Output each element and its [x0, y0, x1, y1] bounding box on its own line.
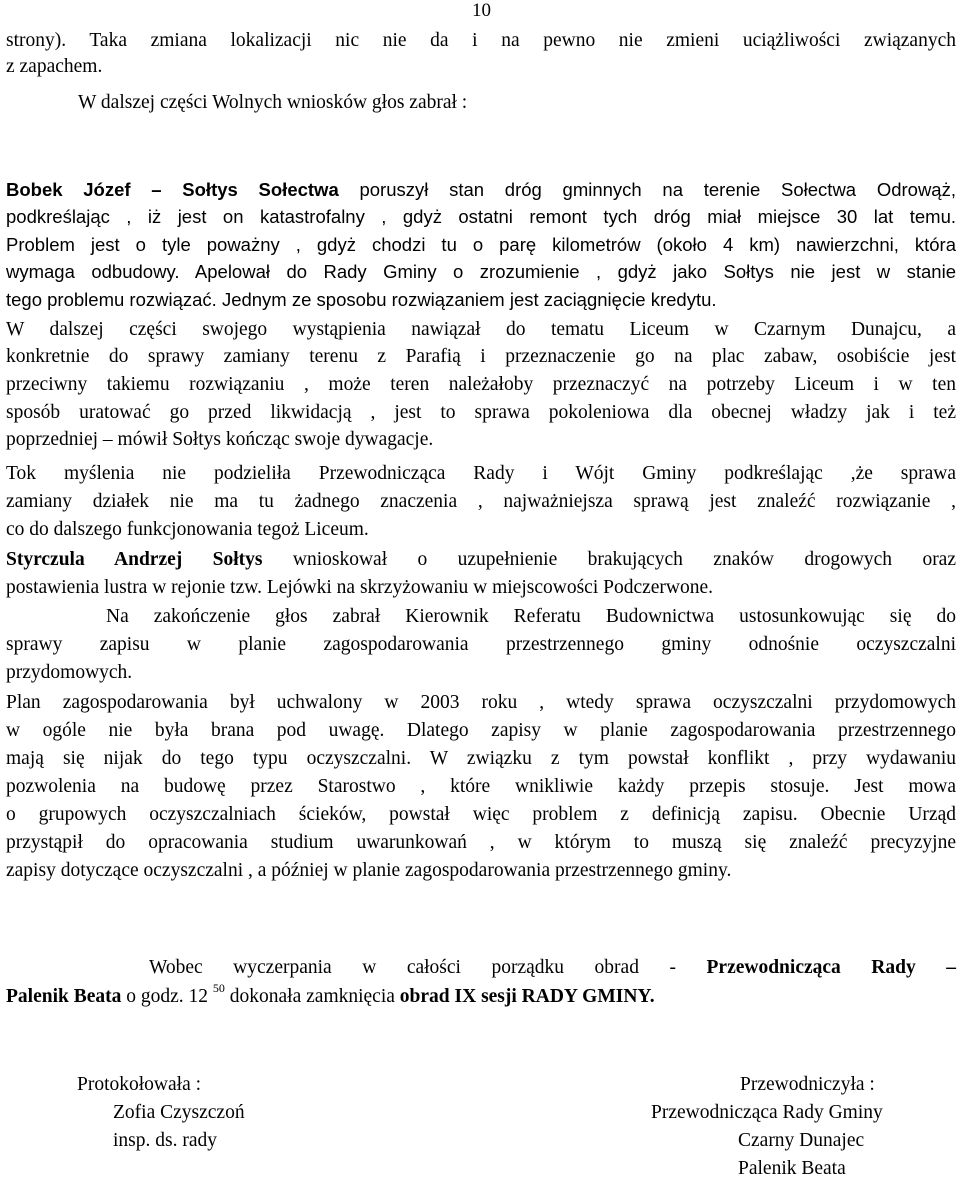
text-line: wymaga odbudowy. Apelował do Rady Gminy o zrozumienie , gdyż jako Sołtys nie jest w stanie: [6, 261, 956, 282]
text-line: postawienia lustra w rejonie tzw. Lejówki na skrzyżowaniu w miejscowości Podczerwone.: [6, 577, 714, 598]
text-line: podkreślając , iż jest on katastrofalny , gdyż ostatni remont tych dróg miał miejsce 30 lat temu.: [6, 206, 956, 227]
text-line: przystąpił do opracowania studium uwarunkowań , w którym to muszą się znaleźć precyzyjne: [6, 832, 956, 853]
closing-line: Palenik Beata o godz. 12 $^{50}$ dokonała zamknięcia obrad IX sesji RADY GMINY.: [6, 980, 655, 1007]
closing-line: Wobec wyczerpania w całości porządku obrad - Przewodnicząca Rady –: [149, 957, 957, 978]
text-line: zamiany działek nie ma tu żadnego znaczenia , najważniejsza sprawą jest znaleźć rozwiązanie ,: [6, 491, 956, 512]
signature-right-role: Przewodnicząca Rady Gminy: [651, 1102, 883, 1123]
text-line: o grupowych oczyszczalniach ścieków, powstał więc problem z definicją zapisu. Obecnie Urząd: [6, 804, 956, 825]
signature-left-name: Zofia Czyszczoń: [113, 1102, 245, 1123]
page-number: 10: [472, 0, 491, 21]
text-line: Bobek Józef – Sołtys Sołectwa poruszył stan dróg gminnych na terenie Sołectwa Odrowąż,: [6, 179, 956, 200]
text-line: mają się nijak do tego typu oczyszczalni. W związku z tym powstał konflikt , przy wydawaniu: [6, 748, 956, 769]
text-line: sprawy zapisu w planie zagospodarowania przestrzennego gminy odnośnie oczyszczalni: [6, 634, 956, 655]
text-line: co do dalszego funkcjonowania tegoż Liceum.: [6, 519, 369, 540]
text-line: pozwolenia na budowę przez Starostwo , które wnikliwie każdy przepis stosuje. Jest mowa: [6, 776, 956, 797]
text-line: w ogóle nie była brana pod uwagę. Dlatego zapisy w planie zagospodarowania przestrzennego: [6, 720, 956, 741]
text-line: konkretnie do sprawy zamiany terenu z Parafią i przeznaczenie go na plac zabaw, osobiście jest: [6, 346, 956, 367]
text-line: Problem jest o tyle poważny , gdyż chodzi tu o parę kilometrów (około 4 km) nawierzchni, która: [6, 234, 956, 255]
text-line: strony). Taka zmiana lokalizacji nic nie da i na pewno nie zmieni uciążliwości związanych: [6, 30, 956, 51]
text-line: Styrczula Andrzej Sołtys wnioskował o uzupełnienie brakujących znaków drogowych oraz: [6, 549, 956, 570]
text-line: W dalszej części swojego wystąpienia nawiązał do tematu Liceum w Czarnym Dunajcu, a: [6, 319, 956, 340]
signature-right-title: Przewodniczyła :: [740, 1074, 875, 1095]
text-line: zapisy dotyczące oczyszczalni , a później w planie zagospodarowania przestrzennego gminy.: [6, 860, 732, 881]
chairperson-name: Palenik Beata: [6, 986, 122, 1007]
text-line: Plan zagospodarowania był uchwalony w 2003 roku , wtedy sprawa oczyszczalni przydomowych: [6, 692, 956, 713]
speaker-name: Styrczula Andrzej Sołtys: [6, 549, 263, 570]
text-line: poprzedniej – mówił Sołtys kończąc swoje dywagacje.: [6, 429, 434, 450]
signature-right-name: Palenik Beata: [738, 1158, 846, 1179]
text-line: przydomowych.: [6, 662, 133, 683]
speaker-name: Bobek Józef – Sołtys Sołectwa: [6, 179, 339, 200]
text-line: Na zakończenie głos zabrał Kierownik Referatu Budownictwa ustosunkowując się do: [106, 606, 956, 627]
signature-right-place: Czarny Dunajec: [738, 1130, 865, 1151]
text-line: tego problemu rozwiązać. Jednym ze sposobu rozwiązaniem jest zaciągnięcie kredytu.: [6, 289, 717, 310]
text-line: z zapachem.: [6, 56, 103, 77]
text-line: przeciwny takiemu rozwiązaniu , może teren należałoby przeznaczyć na potrzeby Liceum i w ten: [6, 374, 956, 395]
text-line: Tok myślenia nie podzieliła Przewodnicząca Rady i Wójt Gminy podkreślając ,że sprawa: [6, 463, 956, 484]
time-minutes: 50: [212, 980, 225, 995]
text-line: W dalszej części Wolnych wniosków głos zabrał :: [78, 92, 468, 113]
signature-left-role: insp. ds. rady: [113, 1130, 217, 1151]
text-line: sposób uratować go przed likwidacją , jest to sprawa pokoleniowa dla obecnej władzy jak i też: [6, 402, 956, 423]
signature-left-title: Protokołowała :: [77, 1074, 202, 1095]
